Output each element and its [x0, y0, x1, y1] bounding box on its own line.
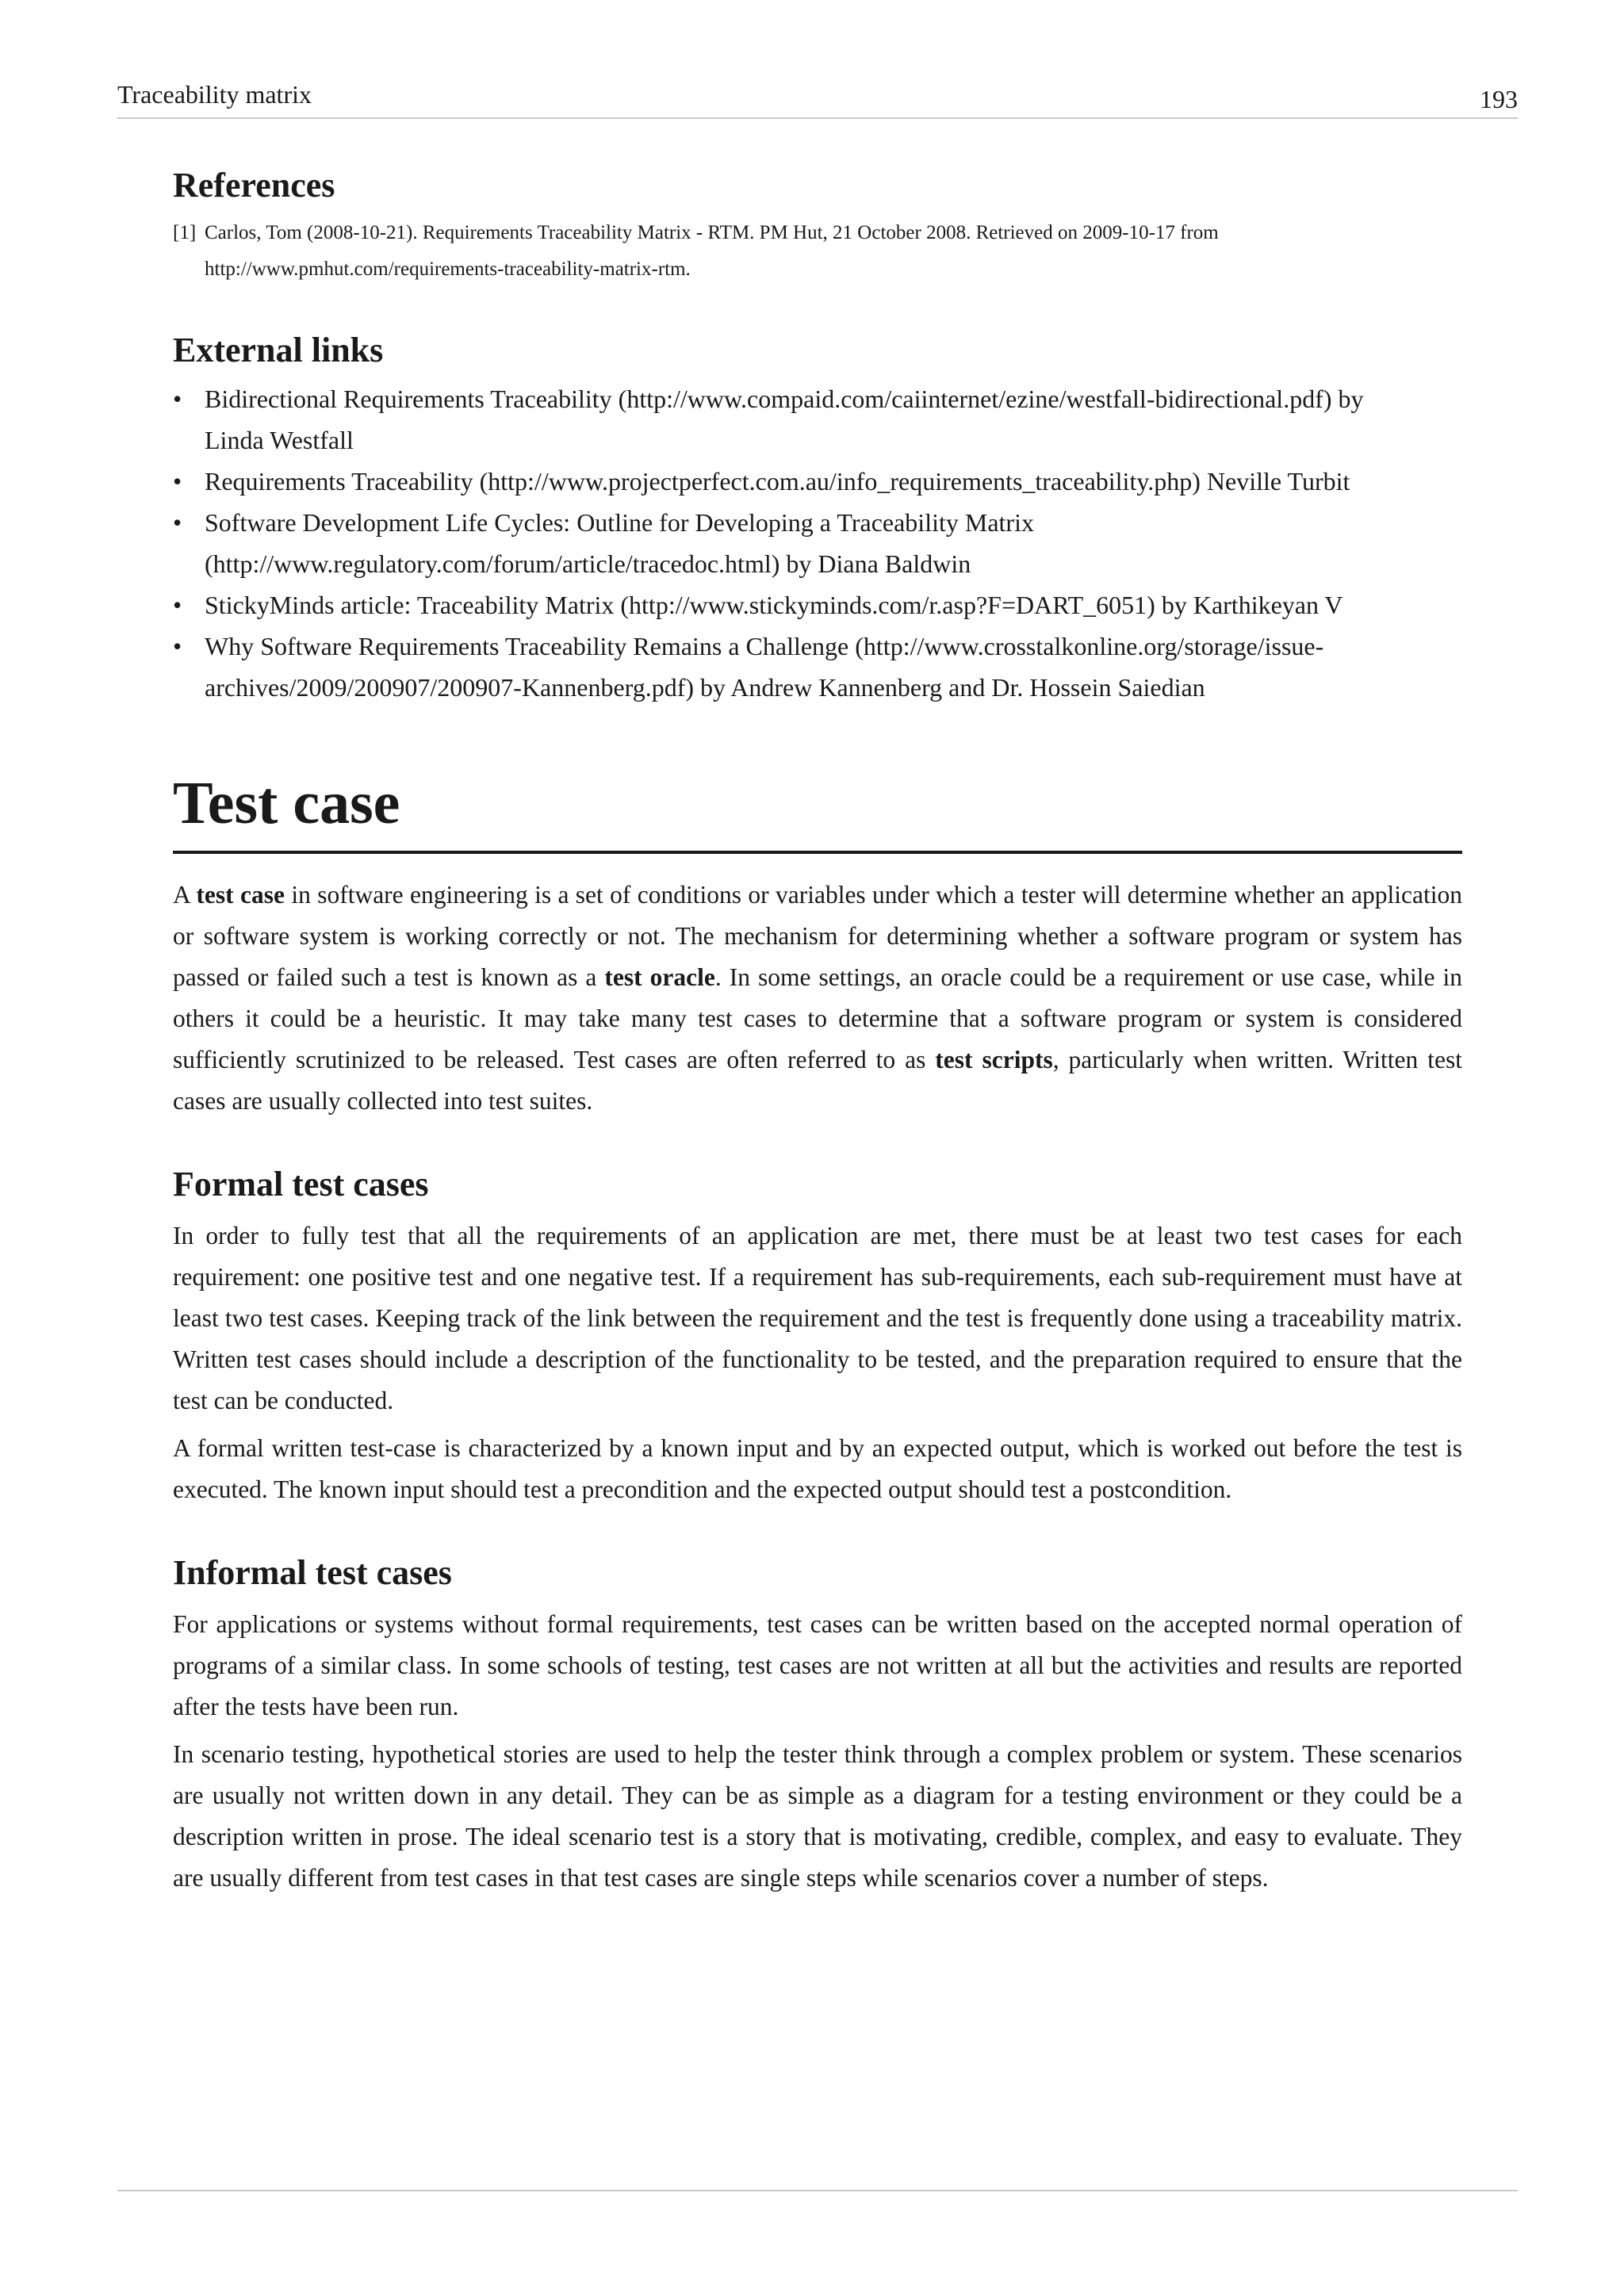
bullet-icon: • — [173, 467, 182, 496]
page-header — [117, 76, 1518, 119]
external-link-item[interactable] — [173, 626, 1462, 708]
bullet-icon: • — [173, 508, 182, 537]
intro-text: . In some settings, an oracle could be a requirement or use case, while in others it could be a heuristic. It may take many test cases to determine that a software program or system is considered sufficiently scrutinized to be released. Test cases are often referred to as — [173, 963, 1462, 1073]
footer-rule — [117, 2190, 1518, 2191]
body-paragraph: A formal written test-case is characterized by a known input and by an expected output, which is worked out before the test is executed. The known input should test a precondition and the expected output should test a postcondition. — [173, 1434, 1462, 1503]
informal-test-cases-heading: Informal test cases — [173, 1553, 452, 1592]
intro-text: in software engineering is a set of conditions or variables under which a tester will determine whether an application or software system is working correctly or not. The mechanism for determining whether a software program or system has passed or failed such a test is known as a — [173, 881, 1462, 991]
term-test-scripts: test scripts — [935, 1046, 1053, 1073]
references-heading: References — [173, 166, 335, 205]
term-test-oracle: test oracle — [604, 963, 715, 991]
external-link-item[interactable] — [173, 378, 1462, 461]
page-number: 193 — [1480, 85, 1518, 113]
external-links-heading: External links — [173, 331, 384, 369]
external-link-text[interactable]: Requirements Traceability (http://www.projectperfect.com.au/info_requirements_traceability.php) Neville Turbit — [205, 467, 1350, 496]
external-link-text[interactable]: Bidirectional Requirements Traceability (http://www.compaid.com/caiinternet/ezine/westfall-bidirectional.pdf) by Linda Westfall — [205, 385, 1364, 454]
article-title: Test case — [173, 767, 1462, 854]
bullet-icon: • — [173, 591, 182, 619]
body-paragraph: In order to fully test that all the requirements of an application are met, there must be at least two test cases for each requirement: one positive test and one negative test. If a requirement has sub-requirements, each sub-requirement must have at least two test cases. Keeping track of the link between the requirement and the test is frequently done using a traceability matrix. Written test cases should include a description of the functionality to be tested, and the preparation required to ensure that the test can be conducted. — [173, 1222, 1462, 1414]
reference-list — [173, 215, 1462, 288]
reference-text: Carlos, Tom (2008-10-21). Requirements Traceability Matrix - RTM. PM Hut, 21 October 2008. Retrieved on 2009-10-17 from http://www.pmhut.com/requirements-traceability-matrix-rtm. — [205, 222, 1219, 280]
formal-test-cases-heading: Formal test cases — [173, 1165, 429, 1203]
formal-test-cases-section — [173, 1161, 1462, 1510]
external-links-list — [173, 378, 1462, 708]
bullet-icon: • — [173, 385, 182, 413]
test-case-article — [173, 767, 1462, 1122]
page-content — [173, 163, 1462, 1899]
body-paragraph: For applications or systems without formal requirements, test cases can be written based on the accepted normal operation of programs of a similar class. In some schools of testing, test cases are not written at all but the activities and results are reported after the tests have been run. — [173, 1610, 1462, 1720]
intro-paragraph — [173, 874, 1462, 1122]
external-link-text[interactable]: StickyMinds article: Traceability Matrix (http://www.stickyminds.com/r.asp?F=DART_6051) by Karthikeyan V — [205, 591, 1343, 619]
bullet-icon: • — [173, 632, 182, 660]
body-paragraph: In scenario testing, hypothetical stories are used to help the tester think through a complex problem or system. These scenarios are usually not written down in any detail. They can be as simple as a diagram for a testing environment or they could be a description written in prose. The ideal scenario test is a story that is motivating, credible, complex, and easy to evaluate. They are usually different from test cases in that test cases are single steps while scenarios cover a number of steps. — [173, 1740, 1462, 1892]
external-link-item[interactable] — [173, 584, 1462, 626]
reference-number: [1] — [173, 222, 197, 243]
intro-text: , particularly when written. Written test cases are usually collected into test suites. — [173, 1046, 1462, 1115]
reference-item — [173, 215, 1462, 288]
running-title: Traceability matrix — [117, 80, 312, 109]
references-section — [173, 163, 1462, 288]
external-links-section — [173, 327, 1462, 708]
external-link-item[interactable] — [173, 461, 1462, 502]
external-link-item[interactable] — [173, 502, 1462, 584]
external-link-text[interactable]: Software Development Life Cycles: Outline for Developing a Traceability Matrix (http://www.regulatory.com/forum/article/tracedoc.html) by Diana Baldwin — [205, 508, 1034, 578]
external-link-text[interactable]: Why Software Requirements Traceability Remains a Challenge (http://www.crosstalkonline.org/storage/issue-archives/2009/200907/200907-Kannenberg.pdf) by Andrew Kannenberg and Dr. Hossein Saiedian — [205, 632, 1324, 702]
informal-test-cases-section — [173, 1550, 1462, 1899]
term-test-case: test case — [196, 881, 285, 909]
intro-text: A — [173, 881, 197, 909]
